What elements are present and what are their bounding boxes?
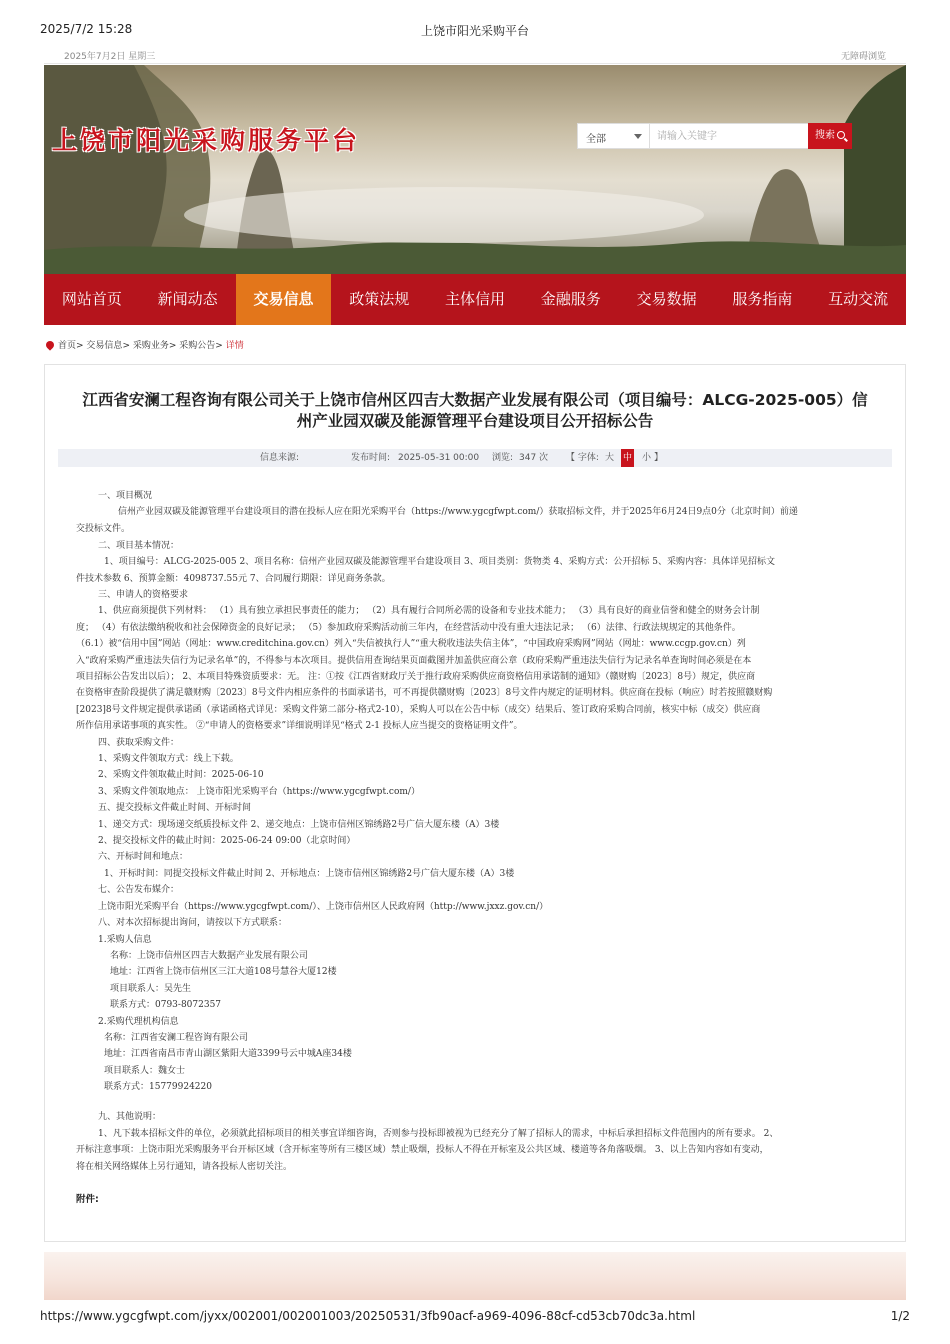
body-line: 2、采购文件领取截止时间：2025-06-10 [98, 770, 264, 780]
location-pin-icon [44, 339, 55, 350]
header-banner [44, 65, 906, 274]
top-utility-bar [44, 46, 906, 64]
body-line: [2023]8号文件规定提供承诺函（承诺函格式详见：采购文件第二部分-格式2-10），采购人可以在公告中标（成交）结果后、签订政府采购合同前，核实中标（成交）供应商 [76, 705, 761, 715]
body-line: 一、项目概况 [98, 491, 153, 501]
print-header [40, 22, 910, 38]
body-line: 项目招标公告发出以后）； 2、本项目特殊资质要求：无。 注：①按《江西省财政厅关于推行政府采购供应商资格信用承诺制的通知》（赣财购〔2023〕8号）规定，供应商 [76, 672, 756, 682]
print-datetime: 2025/7/2 15:28 [40, 22, 133, 36]
search-button[interactable] [808, 123, 852, 149]
body-line: 六、开标时间和地点： [98, 852, 189, 862]
print-page-number: 1/2 [890, 1309, 910, 1323]
body-line: 1、供应商须提供下列材料： （1）具有独立承担民事责任的能力； （2）具有履行合同所必需的设备和专业技术能力； （3）具有良好的商业信誉和健全的财务会计制 [98, 606, 760, 616]
body-line: 项目联系人：魏女士 [104, 1066, 186, 1076]
attachment-label: 附件: [76, 1194, 99, 1205]
breadcrumb-item-home[interactable]: 首页 [58, 341, 77, 351]
nav-item-policies[interactable]: 政策法规 [349, 290, 410, 308]
nav-item-home[interactable]: 网站首页 [61, 290, 122, 308]
breadcrumb: 首页> 交易信息> 采购业务> 采购公告> 详情 [44, 338, 906, 352]
body-line: 七、公告发布媒介： [98, 885, 180, 895]
body-line: 1、项目编号：ALCG-2025-005 2、项目名称：信州产业园双碳及能源管理平台建设项目 3、项目类别：货物类 4、采购方式：公开招标 5、采购内容：具体详见招标文 [104, 557, 775, 567]
print-url: https://www.ygcgfwpt.com/jyxx/002001/002001003/20250531/3fb90acf-a969-4096-88cf-cd53cb70dc3a.html [40, 1309, 696, 1323]
search-icon [837, 131, 845, 139]
font-size-large[interactable]: 大 [605, 453, 615, 463]
body-line: 1.采购人信息 [98, 935, 152, 945]
breadcrumb-item-procurement[interactable]: 采购业务 [132, 341, 169, 351]
body-line: 在资格审查阶段提供了满足赣财购〔2023〕8号文件内相应条件的书面承诺书，可不再提供赣财购〔2023〕8号文件内规定的证明材料。供应商在投标（响应）时若按照赣财购 [76, 688, 773, 698]
nav-item-credit[interactable]: 主体信用 [445, 290, 506, 308]
body-line: 三、申请人的资格要求 [98, 590, 189, 600]
font-size-medium[interactable]: 中 [621, 449, 634, 467]
nav-item-interaction[interactable]: 互动交流 [828, 290, 889, 308]
font-size-small[interactable]: 小 [642, 453, 652, 463]
body-line: 名称：江西省安澜工程咨询有限公司 [104, 1033, 249, 1043]
breadcrumb-item-trading-info[interactable]: 交易信息 [86, 341, 123, 351]
nav-item-trading-data[interactable]: 交易数据 [636, 290, 697, 308]
site-title[interactable]: 上饶市阳光采购服务平台 [52, 126, 361, 155]
body-line: 将在相关网络媒体上另行通知，请各投标人密切关注。 [76, 1162, 293, 1172]
views-label: 浏览: [492, 453, 514, 463]
body-line: 四、获取采购文件： [98, 738, 180, 748]
body-line: （6.1）被“信用中国”网站（网址：www.creditchina.gov.cn）列入“失信被执行人”“重大税收违法失信主体”，“中国政府采购网”网站（网址：www.ccgp.gov.cn）列 [76, 639, 746, 649]
main-nav [44, 274, 906, 325]
body-line: 交投标文件。 [76, 524, 131, 534]
nav-item-finance[interactable]: 金融服务 [540, 290, 601, 308]
body-line: 件技术参数 6、预算金额：4098737.55元 7、合同履行期限：详见商务条款。 [76, 574, 391, 584]
mountain-scenery-image [44, 65, 906, 274]
body-line: 度； （4）有依法缴纳税收和社会保障资金的良好记录； （5）参加政府采购活动前三年内，在经营活动中没有重大违法记录； （6）法律、行政法规规定的其他条件。 [76, 623, 741, 633]
body-line: 入“政府采购严重违法失信行为记录名单”的，不得参与本次项目。提供信用查询结果页面截图并加盖供应商公章（政府采购严重违法失信行为记录名单查询时间必须是在本 [76, 656, 752, 666]
article-title-line-1: 江西省安澜工程咨询有限公司关于上饶市信州区四吉大数据产业发展有限公司（项目编号：ALCG-2025-005）信 [82, 391, 868, 409]
body-line: 1、凡下载本招标文件的单位，必须就此招标项目的相关事宜详细咨询，否则参与投标即被视为已经充分了解了招标人的需求，中标后承担招标文件范围内的所有要求。 2、 [98, 1129, 779, 1139]
article-meta-bar [58, 449, 892, 467]
body-line: 3、采购文件领取地点： 上饶市阳光采购平台（https://www.ygcgfwpt.com/） [98, 787, 420, 797]
search-input[interactable] [651, 124, 808, 148]
body-line: 地址：江西省上饶市信州区三江大道108号慧谷大厦12楼 [110, 967, 337, 977]
body-line: 所作信用承诺事项的真实性。 ②“申请人的资格要求”详细说明详见“格式 2-1 投标人应当提交的资格证明文件”。 [76, 721, 523, 731]
accessibility-link[interactable]: 无障碍浏览 [840, 52, 886, 62]
nav-item-trading-info[interactable]: 交易信息 [236, 274, 332, 325]
body-line: 联系方式：15779924220 [104, 1082, 212, 1092]
body-line: 八、对本次招标提出询问，请按以下方式联系： [98, 918, 288, 928]
body-line: 名称：上饶市信州区四吉大数据产业发展有限公司 [110, 951, 309, 961]
print-page-title: 上饶市阳光采购平台 [420, 24, 529, 38]
breadcrumb-item-announcements[interactable]: 采购公告 [179, 341, 216, 351]
nav-item-news[interactable]: 新闻动态 [157, 290, 218, 308]
publish-time-label: 发布时间: [351, 453, 391, 463]
body-line: 2.采购代理机构信息 [98, 1017, 179, 1027]
nav-item-service-guide[interactable]: 服务指南 [732, 290, 793, 308]
body-line: 1、开标时间：同提交投标文件截止时间 2、开标地点：上饶市信州区锦绣路2号广信大厦东楼（A）3楼 [104, 869, 515, 879]
body-line: 九、其他说明： [98, 1112, 162, 1122]
article-title [56, 390, 894, 432]
search-button-label: 搜索 [815, 130, 835, 141]
body-line: 五、提交投标文件截止时间、开标时间 [98, 803, 252, 813]
views-count: 347 次 [519, 453, 549, 463]
breadcrumb-current: 详情 [225, 341, 244, 351]
current-date: 2025年7月2日 星期三 [64, 52, 156, 62]
print-footer [40, 1309, 910, 1325]
article-title-line-2: 州产业园双碳及能源管理平台建设项目公开招标公告 [296, 412, 654, 430]
body-line: 项目联系人：吴先生 [110, 984, 192, 994]
search-box [577, 123, 850, 149]
body-line: 信州产业园双碳及能源管理平台建设项目的潜在投标人应在阳光采购平台（https://www.ygcgfwpt.com/）获取招标文件，并于2025年6月24日9点0分（北京时间）前递 [118, 507, 798, 517]
footer-decoration [44, 1252, 906, 1300]
font-size-prefix: 【 字体: [566, 453, 599, 463]
body-line: 开标注意事项：上饶市阳光采购服务平台开标区域（含开标室等所有三楼区域）禁止吸烟，投标人不得在开标室及公共区域、楼道等各角落吸烟。 3、以上告知内容如有变动， [76, 1145, 769, 1155]
publish-time: 2025-05-31 00:00 [398, 453, 480, 463]
search-category-select[interactable]: 全部 [578, 124, 650, 148]
body-line: 联系方式：0793-8072357 [110, 1000, 222, 1010]
font-size-suffix: 】 [654, 453, 664, 463]
body-line: 1、递交方式：现场递交纸质投标文件 2、递交地点：上饶市信州区锦绣路2号广信大厦东楼（A）3楼 [98, 820, 500, 830]
body-line: 2、提交投标文件的截止时间：2025-06-24 09:00（北京时间） [98, 836, 356, 846]
source-label: 信息来源: [260, 453, 300, 463]
body-line: 二、项目基本情况： [98, 541, 180, 551]
body-line: 地址：江西省南昌市青山湖区紫阳大道3399号云中城A座34楼 [104, 1049, 352, 1059]
body-line: 上饶市阳光采购平台（https://www.ygcgfwpt.com/）、上饶市信州区人民政府网（http://www.jxxz.gov.cn/） [98, 902, 549, 912]
chevron-down-icon [634, 134, 642, 139]
body-line: 1、采购文件领取方式：线上下载。 [98, 754, 239, 764]
